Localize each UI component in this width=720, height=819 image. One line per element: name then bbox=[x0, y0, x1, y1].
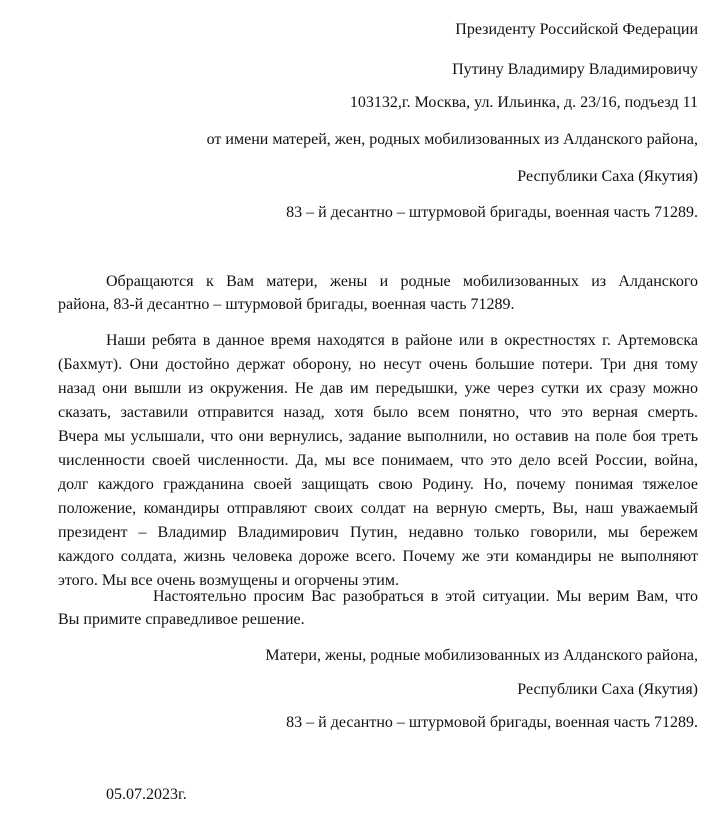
para3-line: Настоятельно просим Вас разобраться в этой ситуации. Мы верим Вам, что bbox=[153, 588, 698, 605]
para2-line: назад они вышли из окружения. Не дав им передышки, уже через сутки их сразу можно bbox=[58, 380, 698, 397]
addressee-address: 103132,г. Москва, ул. Ильинка, д. 23/16, подъезд 11 bbox=[349, 94, 698, 111]
para2-line: долг каждого гражданина своей защищать свою Родину. Но, почему понимая тяжелое bbox=[58, 476, 698, 493]
signature-from: Матери, жены, родные мобилизованных из Алданского района, bbox=[265, 647, 698, 664]
para3-line: Вы примите справедливое решение. bbox=[58, 611, 305, 628]
para2-line: президент – Владимир Владимирович Путин, недавно только говорили, мы бережем bbox=[58, 524, 698, 541]
sender-line: от имени матерей, жен, родных мобилизованных из Алданского района, bbox=[206, 131, 698, 148]
para1-line: Обращаются к Вам матери, жены и родные мобилизованных из Алданского bbox=[106, 273, 698, 290]
para2-line: численности своей численности. Да, мы все понимаем, что это дело всей России, война, bbox=[58, 452, 698, 469]
para2-line: каждого солдата, жизнь человека дороже всего. Почему же эти командиры не выполняют bbox=[58, 548, 698, 565]
para2-line: Вчера мы услышали, что они вернулись, задание выполнили, но оставив на поле боя треть bbox=[58, 428, 698, 445]
sender-unit: 83 – й десантно – штурмовой бригады, военная часть 71289. bbox=[286, 204, 698, 221]
para1-line: района, 83-й десантно – штурмовой бригады, военная часть 71289. bbox=[58, 296, 515, 313]
para2-line: этого. Мы все очень возмущены и огорчены этим. bbox=[58, 572, 399, 589]
para2-line: сказать, заставили отправится назад, хотя было всем понятно, что это верная смерть. bbox=[58, 404, 698, 421]
para2-line: Наши ребята в данное время находятся в районе или в окрестностях г. Артемовска bbox=[106, 332, 698, 349]
signature-unit: 83 – й десантно – штурмовой бригады, военная часть 71289. bbox=[286, 714, 698, 731]
addressee-name: Путину Владимиру Владимировичу bbox=[452, 61, 698, 78]
signature-republic: Республики Саха (Якутия) bbox=[517, 681, 698, 698]
letter-date: 05.07.2023г. bbox=[106, 786, 187, 803]
addressee: Президенту Российской Федерации bbox=[455, 21, 698, 38]
para2-line: положение, командиры отправляют своих солдат на верную смерть, Вы, наш уважаемый bbox=[58, 500, 698, 517]
para2-line: (Бахмут). Они достойно держат оборону, но несут очень большие потери. Три дня тому bbox=[58, 356, 698, 373]
sender-republic: Республики Саха (Якутия) bbox=[517, 168, 698, 185]
